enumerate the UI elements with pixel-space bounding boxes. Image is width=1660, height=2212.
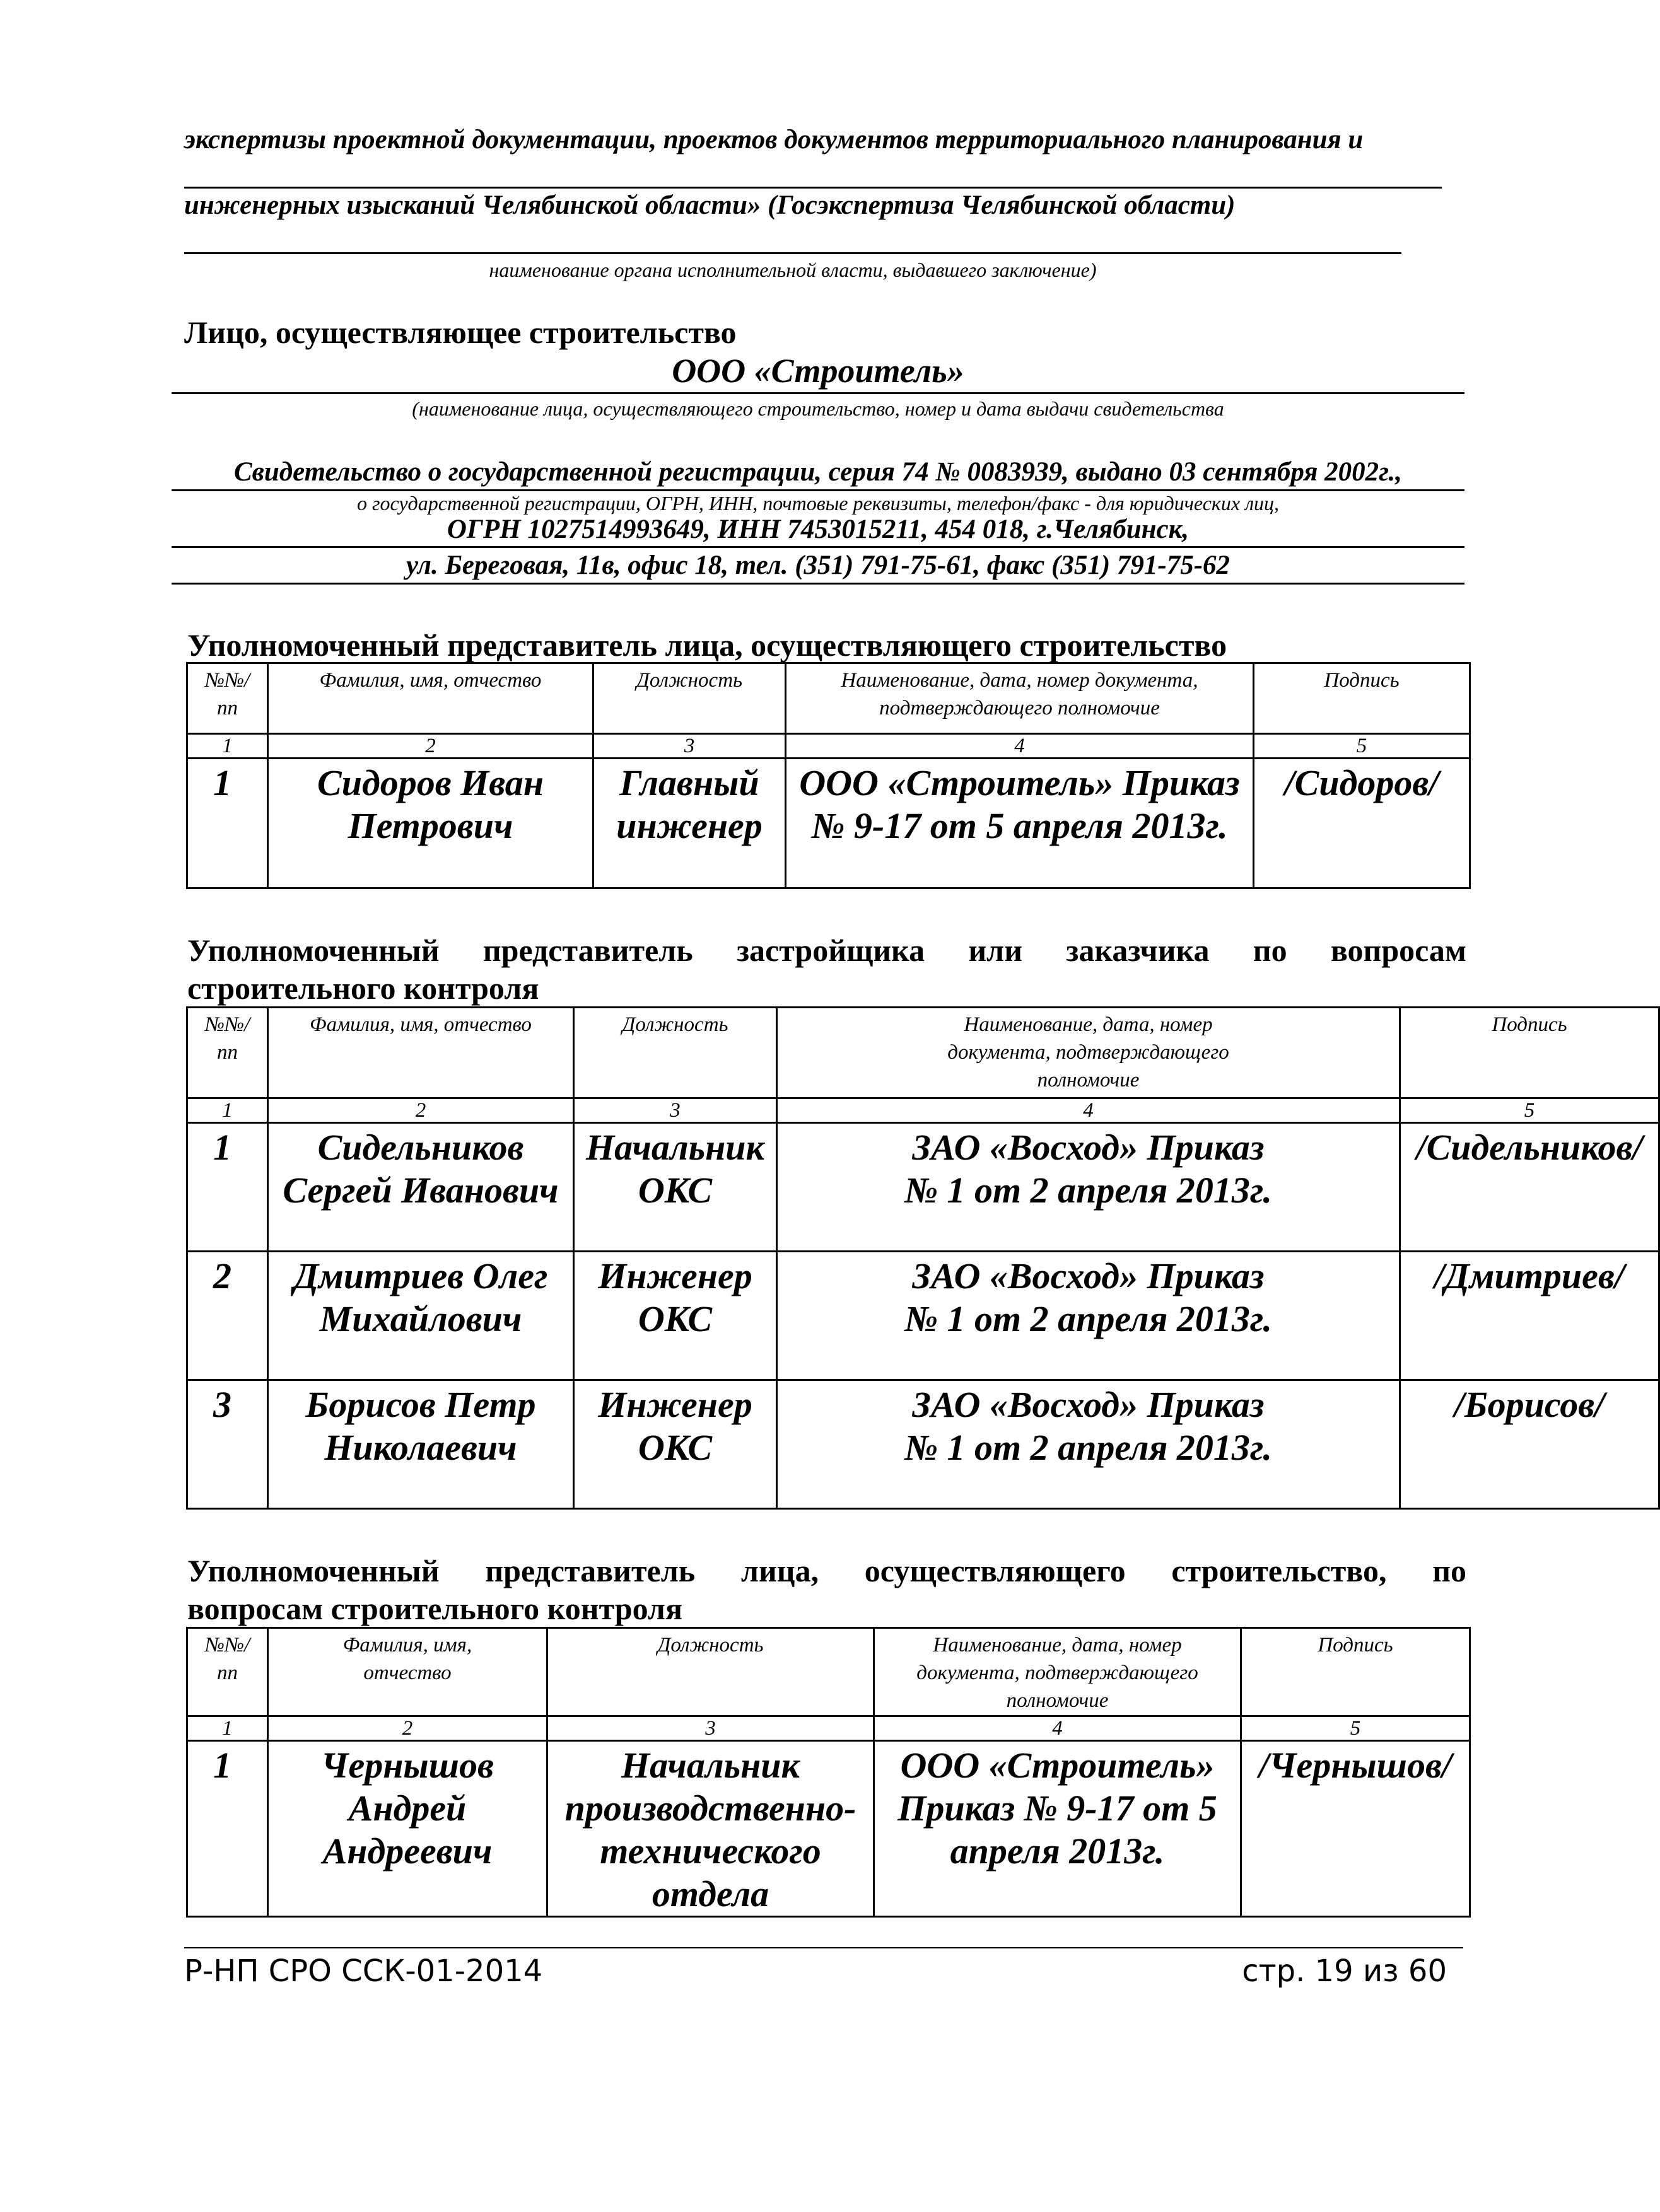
row-number: 1 <box>187 1123 268 1252</box>
table2-title: Уполномоченный представитель застройщика или заказчика по вопросам <box>187 933 1466 968</box>
row-number: 2 <box>187 1252 268 1380</box>
col-header-fio: Фамилия, имя, отчество <box>268 1628 547 1716</box>
col-number: 1 <box>187 734 268 759</box>
col-header-position: Должность <box>593 663 786 734</box>
col-number: 5 <box>1241 1716 1470 1741</box>
row-signature: /Сидоров/ <box>1254 759 1470 888</box>
row-document: ЗАО «Восход» Приказ № 1 от 2 апреля 2013г. <box>777 1380 1400 1509</box>
row-fio: Чернышов Андрей Андреевич <box>268 1741 547 1917</box>
col-header-number: №№/ пп <box>187 663 268 734</box>
row-number: 1 <box>187 759 268 888</box>
table-row <box>187 1380 1659 1509</box>
underline <box>172 546 1464 548</box>
row-number: 1 <box>187 1741 268 1917</box>
authority-caption: наименование органа исполнительной власти, выдавшего заключение) <box>489 259 1097 281</box>
row-signature: /Сидельников/ <box>1400 1123 1659 1252</box>
col-number: 1 <box>187 1098 268 1123</box>
certificate-line: Свидетельство о государственной регистрации, серия 74 № 0083939, выдано 03 сентября 2002г., <box>234 457 1402 487</box>
col-number: 1 <box>187 1716 268 1741</box>
row-document: ООО «Строитель» Приказ № 9-17 от 5 апреля 2013г. <box>874 1741 1241 1917</box>
row-fio: Сидельников Сергей Иванович <box>268 1123 574 1252</box>
row-position: Начальник производственно-технического отдела <box>547 1741 874 1917</box>
col-header-signature: Подпись <box>1254 663 1470 734</box>
table2 <box>186 1006 1660 1510</box>
page-number: стр. 19 из 60 <box>1242 1953 1447 1989</box>
row-document: ЗАО «Восход» Приказ № 1 от 2 апреля 2013г. <box>777 1123 1400 1252</box>
col-header-signature: Подпись <box>1241 1628 1470 1716</box>
col-header-signature: Подпись <box>1400 1008 1659 1098</box>
details-caption: о государственной регистрации, ОГРН, ИНН, почтовые реквизиты, телефон/факс - для юридических лиц, <box>356 492 1280 515</box>
row-fio: Борисов Петр Николаевич <box>268 1380 574 1509</box>
underline <box>184 252 1401 254</box>
col-header-document: Наименование, дата, номер документа, подтверждающего полномочие <box>874 1628 1241 1716</box>
table-row <box>187 1252 1659 1380</box>
row-fio: Дмитриев Олег Михайлович <box>268 1252 574 1380</box>
col-header-document: Наименование, дата, номер документа, подтверждающего полномочие <box>777 1008 1400 1098</box>
col-number: 3 <box>574 1098 777 1123</box>
row-position: Начальник ОКС <box>574 1123 777 1252</box>
row-signature: /Дмитриев/ <box>1400 1252 1659 1380</box>
col-header-document: Наименование, дата, номер документа, подтверждающего полномочие <box>786 663 1254 734</box>
table1 <box>186 662 1471 889</box>
col-number: 3 <box>593 734 786 759</box>
builder-name-caption: (наименование лица, осуществляющего строительство, номер и дата выдачи свидетельства <box>412 397 1224 420</box>
table-row <box>187 1123 1659 1252</box>
col-number: 2 <box>268 734 593 759</box>
row-document: ЗАО «Восход» Приказ № 1 от 2 апреля 2013г. <box>777 1252 1400 1380</box>
header-line-2: инженерных изысканий Челябинской области» (Госэкспертиза Челябинской области) <box>184 190 1236 220</box>
table3 <box>186 1627 1471 1918</box>
col-header-fio: Фамилия, имя, отчество <box>268 1008 574 1098</box>
col-number: 2 <box>268 1716 547 1741</box>
col-header-fio: Фамилия, имя, отчество <box>268 663 593 734</box>
document-code: Р-НП СРО ССК-01-2014 <box>184 1953 543 1989</box>
row-number: 3 <box>187 1380 268 1509</box>
builder-name: ООО «Строитель» <box>672 352 964 390</box>
details-line-1: ОГРН 1027514993649, ИНН 7453015211, 454 018, г.Челябинск, <box>447 515 1189 544</box>
details-line-2: ул. Береговая, 11в, офис 18, тел. (351) 791-75-61, факс (351) 791-75-62 <box>406 550 1230 580</box>
page-footer <box>184 1953 1446 2004</box>
col-header-number: №№/ пп <box>187 1008 268 1098</box>
underline <box>172 583 1464 585</box>
col-number: 4 <box>777 1098 1400 1123</box>
col-number: 4 <box>786 734 1254 759</box>
header-line-1: экспертизы проектной документации, проектов документов территориального планирования и <box>184 125 1364 154</box>
builder-heading: Лицо, осуществляющее строительство <box>184 315 737 350</box>
underline <box>172 392 1464 394</box>
col-number: 5 <box>1254 734 1470 759</box>
row-position: Главный инженер <box>593 759 786 888</box>
col-header-number: №№/ пп <box>187 1628 268 1716</box>
col-number: 2 <box>268 1098 574 1123</box>
col-header-position: Должность <box>547 1628 874 1716</box>
col-header-position: Должность <box>574 1008 777 1098</box>
row-signature: /Чернышов/ <box>1241 1741 1470 1917</box>
table2-title-continued: строительного контроля <box>187 970 539 1006</box>
row-position: Инженер ОКС <box>574 1252 777 1380</box>
col-number: 3 <box>547 1716 874 1741</box>
table-row <box>187 759 1470 888</box>
row-fio: Сидоров Иван Петрович <box>268 759 593 888</box>
footer-rule <box>184 1947 1463 1948</box>
table-row <box>187 1741 1470 1917</box>
row-document: ООО «Строитель» Приказ № 9-17 от 5 апреля 2013г. <box>786 759 1254 888</box>
col-number: 5 <box>1400 1098 1659 1123</box>
table3-title-continued: вопросам строительного контроля <box>187 1591 683 1626</box>
col-number: 4 <box>874 1716 1241 1741</box>
table3-title: Уполномоченный представитель лица, осуществляющего строительство, по <box>187 1553 1466 1588</box>
row-signature: /Борисов/ <box>1400 1380 1659 1509</box>
table1-title: Уполномоченный представитель лица, осуществляющего строительство <box>187 627 1227 663</box>
row-position: Инженер ОКС <box>574 1380 777 1509</box>
